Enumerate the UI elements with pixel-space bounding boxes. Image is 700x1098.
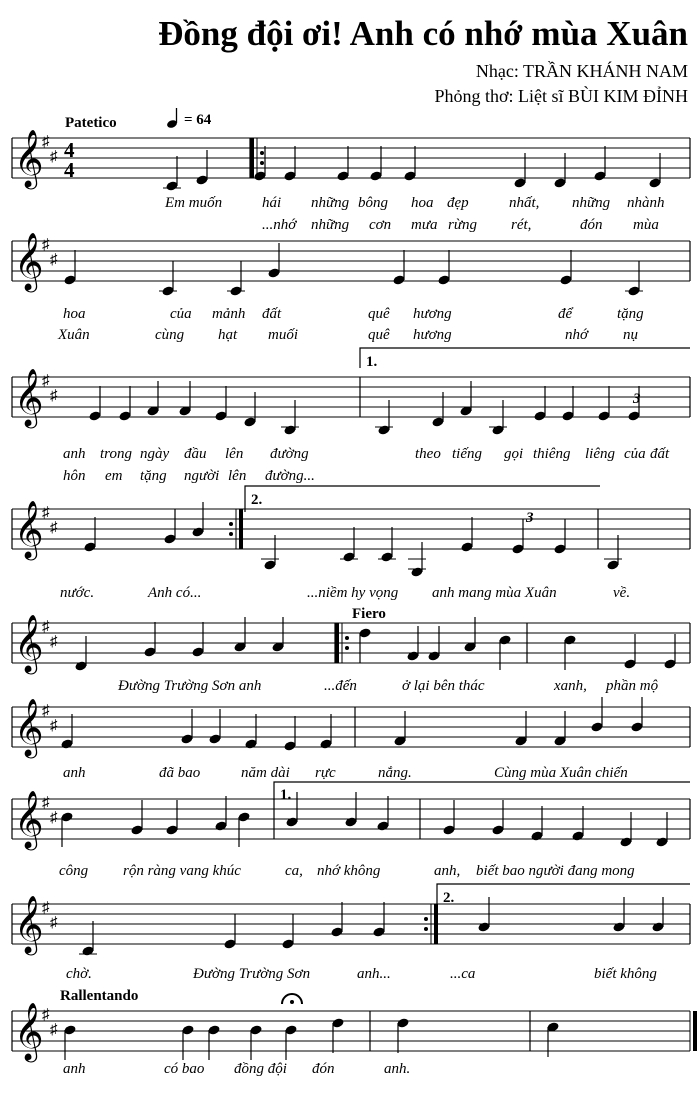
svg-text:...ca: ...ca — [450, 966, 476, 982]
svg-text:Đường Trường Sơn: Đường Trường Sơn — [193, 966, 311, 982]
svg-text:gọi: gọi — [504, 446, 524, 462]
staff-system — [12, 233, 690, 293]
svg-text:đường...: đường... — [265, 468, 315, 484]
svg-text:phần mộ: phần mộ — [606, 678, 659, 694]
svg-text:muối: muối — [268, 327, 298, 343]
svg-text:cùng: cùng — [155, 327, 185, 343]
svg-text:theo: theo — [415, 446, 441, 462]
svg-text:của: của — [624, 446, 646, 462]
svg-text:rực: rực — [315, 765, 336, 781]
svg-text:tiếng: tiếng — [452, 446, 482, 462]
svg-text:nắng.: nắng. — [378, 765, 412, 781]
svg-text:về.: về. — [613, 585, 631, 601]
treble-clef-icon: 𝄞 — [14, 1003, 44, 1059]
lyrics-row — [262, 217, 659, 233]
svg-text:hạt: hạt — [218, 327, 238, 343]
svg-text:ca,: ca, — [285, 863, 303, 879]
treble-clef-icon: 𝄞 — [14, 615, 44, 671]
repeat-start-icon — [250, 138, 254, 178]
repeat-end-icon — [434, 904, 438, 944]
svg-text:quê: quê — [368, 306, 390, 322]
sharp-icon: ♯ — [42, 795, 50, 811]
sharp-icon: ♯ — [42, 900, 50, 916]
svg-text:1.: 1. — [366, 354, 378, 370]
svg-text:anh mang mùa Xuân: anh mang mùa Xuân — [432, 585, 557, 601]
svg-text:công: công — [59, 863, 89, 879]
svg-text:ngày: ngày — [140, 446, 170, 462]
svg-text:anh: anh — [63, 1061, 86, 1077]
svg-text:ở lại bên thác: ở lại bên thác — [402, 678, 485, 694]
svg-text:mưa: mưa — [411, 217, 438, 233]
svg-text:nhành: nhành — [627, 195, 665, 211]
svg-text:nhất,: nhất, — [509, 195, 540, 211]
svg-text:3: 3 — [526, 510, 534, 526]
svg-text:đất: đất — [262, 306, 282, 322]
svg-text:Cùng mùa Xuân chiến: Cùng mùa Xuân chiến — [494, 765, 628, 781]
triplet-mark — [632, 391, 641, 407]
svg-text:anh...: anh... — [357, 966, 391, 982]
lyrics-row — [66, 966, 657, 982]
svg-text:đón: đón — [312, 1061, 335, 1077]
svg-text:nhớ: nhớ — [565, 327, 589, 343]
lyrics-row — [60, 585, 630, 601]
staff-system — [12, 130, 690, 190]
svg-text:bông: bông — [358, 195, 388, 211]
svg-text:để: để — [558, 306, 573, 322]
treble-clef-icon: 𝄞 — [14, 791, 44, 847]
lyrics-row — [63, 468, 315, 484]
svg-text:biết bao người đang mong: biết bao người đang mong — [476, 863, 635, 879]
staff-system — [12, 1003, 697, 1063]
repeat-start-icon — [335, 623, 339, 663]
first-ending-bracket — [360, 348, 690, 370]
svg-text:hôn: hôn — [63, 468, 86, 484]
svg-text:chờ.: chờ. — [66, 966, 92, 982]
svg-text:anh: anh — [63, 446, 86, 462]
fiero-marking: Fiero — [352, 606, 386, 622]
sharp-icon: ♯ — [42, 1007, 50, 1023]
svg-text:hái: hái — [262, 195, 282, 211]
tempo-marking: Patetico — [65, 115, 117, 131]
svg-text:trong: trong — [100, 446, 132, 462]
svg-text:cơn: cơn — [369, 217, 392, 233]
second-ending-bracket-2 — [437, 884, 690, 906]
second-ending-bracket — [245, 486, 600, 512]
lyrics-row — [164, 195, 665, 211]
svg-text:những: những — [311, 195, 350, 211]
svg-text:những: những — [572, 195, 611, 211]
treble-clef-icon: 𝄞 — [14, 130, 44, 186]
lyrics-row — [59, 863, 635, 879]
svg-text:đường: đường — [270, 446, 309, 462]
svg-text:nụ: nụ — [623, 327, 638, 343]
staff-system — [12, 501, 690, 561]
svg-text:đón: đón — [580, 217, 603, 233]
svg-text:đã bao: đã bao — [159, 765, 201, 781]
svg-text:anh,: anh, — [434, 863, 461, 879]
svg-text:...nhớ: ...nhớ — [262, 217, 297, 233]
staff-system — [12, 699, 690, 759]
staff-system — [12, 896, 690, 956]
sharp-icon: ♯ — [50, 810, 58, 826]
svg-text:năm dài: năm dài — [241, 765, 290, 781]
note-group — [88, 381, 640, 436]
svg-text:lên: lên — [225, 446, 244, 462]
sharp-icon: ♯ — [50, 718, 58, 734]
treble-clef-icon: 𝄞 — [14, 699, 44, 755]
lyrics-row — [63, 765, 628, 781]
svg-text:rộn ràng vang khúc: rộn ràng vang khúc — [123, 863, 241, 879]
svg-text:mảnh: mảnh — [212, 306, 246, 322]
svg-text:người: người — [184, 468, 220, 484]
svg-text:những: những — [311, 217, 350, 233]
svg-text:rừng: rừng — [448, 217, 478, 233]
svg-text:anh: anh — [63, 765, 86, 781]
staff-system — [12, 615, 690, 675]
sharp-icon: ♯ — [42, 703, 50, 719]
final-bar-line — [693, 1011, 697, 1051]
svg-text:tặng: tặng — [617, 306, 644, 322]
svg-text:quê: quê — [368, 327, 390, 343]
svg-text:em: em — [105, 468, 123, 484]
svg-text:Xuân: Xuân — [58, 327, 90, 343]
staff-system — [12, 369, 690, 429]
treble-clef-icon: 𝄞 — [14, 896, 44, 952]
svg-text:2.: 2. — [443, 890, 455, 906]
svg-text:thiêng: thiêng — [533, 446, 571, 462]
svg-text:Em muốn: Em muốn — [165, 195, 223, 211]
sharp-icon: ♯ — [42, 134, 50, 150]
svg-text:có bao: có bao — [164, 1061, 205, 1077]
sharp-icon: ♯ — [42, 373, 50, 389]
svg-text:3: 3 — [633, 391, 641, 407]
svg-text:Đường Trường Sơn anh: Đường Trường Sơn anh — [118, 678, 262, 694]
quarter-note-icon — [166, 108, 178, 129]
svg-text:xanh,: xanh, — [554, 678, 587, 694]
triplet-mark-2 — [525, 510, 534, 526]
svg-text:...niềm hy vọng: ...niềm hy vọng — [307, 585, 399, 601]
svg-text:hoa: hoa — [411, 195, 434, 211]
svg-text:hoa: hoa — [63, 306, 86, 322]
rallentando-marking: Rallentando — [60, 988, 139, 1004]
svg-text:Anh có...: Anh có... — [148, 585, 202, 601]
lyrics-row — [63, 1061, 410, 1077]
svg-text:đầu: đầu — [184, 446, 207, 462]
note-group — [83, 502, 622, 578]
sharp-icon: ♯ — [50, 520, 58, 536]
sharp-icon: ♯ — [42, 619, 50, 635]
svg-text:...đến: ...đến — [324, 678, 357, 694]
svg-text:của: của — [170, 306, 192, 322]
svg-text:liêng: liêng — [585, 446, 615, 462]
sharp-icon: ♯ — [50, 388, 58, 404]
svg-text:mùa: mùa — [633, 217, 659, 233]
svg-text:hương: hương — [413, 327, 452, 343]
svg-text:biết không: biết không — [594, 966, 657, 982]
svg-text:nhớ không: nhớ không — [317, 863, 381, 879]
note-group — [63, 1017, 559, 1060]
svg-text:hương: hương — [413, 306, 452, 322]
sharp-icon: ♯ — [50, 634, 58, 650]
repeat-end-icon — [239, 509, 243, 549]
tempo-bpm: = 64 — [184, 112, 212, 128]
sharp-icon: ♯ — [50, 1022, 58, 1038]
svg-text:anh.: anh. — [384, 1061, 411, 1077]
sharp-icon: ♯ — [42, 237, 50, 253]
first-ending-bracket-2 — [274, 782, 690, 803]
sharp-icon: ♯ — [50, 252, 58, 268]
svg-text:2.: 2. — [251, 492, 263, 508]
treble-clef-icon: 𝄞 — [14, 233, 44, 289]
svg-text:1.: 1. — [280, 787, 292, 803]
lyrics-row — [63, 306, 644, 322]
note-group — [163, 146, 662, 192]
svg-text:nước.: nước. — [60, 585, 95, 601]
treble-clef-icon: 𝄞 — [14, 369, 44, 425]
svg-text:đẹp: đẹp — [447, 195, 469, 211]
lyrics-row — [63, 446, 670, 462]
fermata-icon — [282, 994, 302, 1004]
svg-text:4: 4 — [64, 138, 75, 162]
svg-text:rét,: rét, — [511, 217, 532, 233]
note-group — [79, 897, 665, 957]
sharp-icon: ♯ — [50, 915, 58, 931]
song-title: Đồng đội ơi! Anh có nhớ mùa Xuân — [158, 14, 688, 53]
time-signature — [64, 138, 75, 182]
sharp-icon: ♯ — [50, 149, 58, 165]
treble-clef-icon: 𝄞 — [14, 501, 44, 557]
svg-text:tặng: tặng — [140, 468, 167, 484]
svg-text:4: 4 — [64, 158, 75, 182]
svg-text:đồng đội: đồng đội — [234, 1061, 287, 1077]
composer-credit: Nhạc: TRẦN KHÁNH NAM — [475, 61, 688, 81]
lyrics-row — [117, 678, 659, 694]
poet-credit: Phỏng thơ: Liệt sĩ BÙI KIM ĐỈNH — [434, 86, 688, 106]
lyrics-row — [57, 327, 638, 343]
note-group — [60, 697, 643, 752]
sharp-icon: ♯ — [42, 505, 50, 521]
svg-text:lên: lên — [228, 468, 247, 484]
svg-text:đất: đất — [650, 446, 670, 462]
